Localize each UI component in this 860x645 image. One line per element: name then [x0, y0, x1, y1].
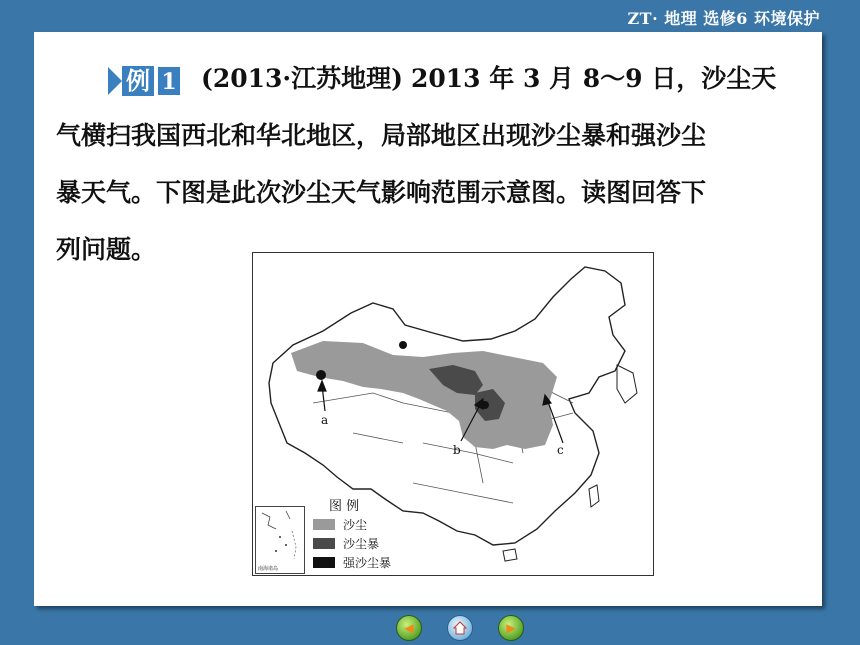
legend-swatch-strong-sandstorm: [313, 557, 335, 568]
marker-a: a: [321, 413, 329, 427]
text-line-2: 气横扫我国西北和华北地区，局部地区出现沙尘暴和强沙尘: [56, 121, 707, 150]
inset-svg: [256, 507, 304, 573]
text-line-4: 列问题。: [56, 235, 157, 264]
hainan-outline: [503, 549, 517, 561]
korea-outline: [617, 365, 637, 403]
arrow-a: [318, 381, 326, 411]
inset-label: 南海诸岛: [258, 566, 279, 572]
legend-label-dust: 沙尘: [343, 517, 368, 532]
taiwan-outline: [589, 485, 599, 507]
text-line-1: [56, 50, 816, 107]
marker-b: b: [453, 443, 461, 457]
marker-c: c: [557, 443, 564, 457]
legend-item-dust: [313, 517, 367, 531]
example-badge: [108, 66, 181, 96]
legend-swatch-sandstorm: [313, 538, 335, 549]
map-legend: [313, 495, 423, 573]
legend-swatch-dust: [313, 519, 335, 530]
legend-label-sandstorm: 沙尘暴: [343, 536, 380, 551]
legend-title: 图 例: [329, 499, 360, 514]
top-bar: [0, 0, 860, 34]
legend-label-strong-sandstorm: 强沙尘暴: [343, 555, 392, 570]
forward-arrow-icon: ▶: [506, 621, 516, 635]
back-arrow-icon: ◀: [404, 621, 414, 635]
content-panel: [34, 32, 822, 606]
home-icon: [452, 620, 468, 636]
strong-sandstorm-point-a: [316, 370, 326, 380]
text-line-1-body: 2013 年 3 月 8～9 日，沙尘天: [410, 64, 777, 93]
dust-storm-map: [252, 252, 654, 576]
badge-word: 例: [122, 66, 154, 96]
source-reference: (2013·江苏地理): [201, 64, 403, 93]
badge-arrow-icon: [108, 67, 122, 95]
text-line-3: 暴天气。下图是此次沙尘天气影响范围示意图。读图回答下: [56, 178, 707, 207]
course-title: ZT· 地理 选修6 环境保护: [627, 9, 820, 28]
badge-number: 1: [157, 66, 181, 96]
home-button[interactable]: [447, 615, 473, 641]
legend-item-strong-sandstorm: [313, 555, 391, 569]
legend-item-sandstorm: [313, 536, 379, 550]
south-china-sea-inset: [255, 506, 305, 574]
next-button[interactable]: [498, 615, 524, 641]
prev-button[interactable]: [396, 615, 422, 641]
question-text: [56, 50, 816, 278]
dust-area: [291, 341, 557, 449]
strong-sandstorm-point-n: [399, 341, 407, 349]
